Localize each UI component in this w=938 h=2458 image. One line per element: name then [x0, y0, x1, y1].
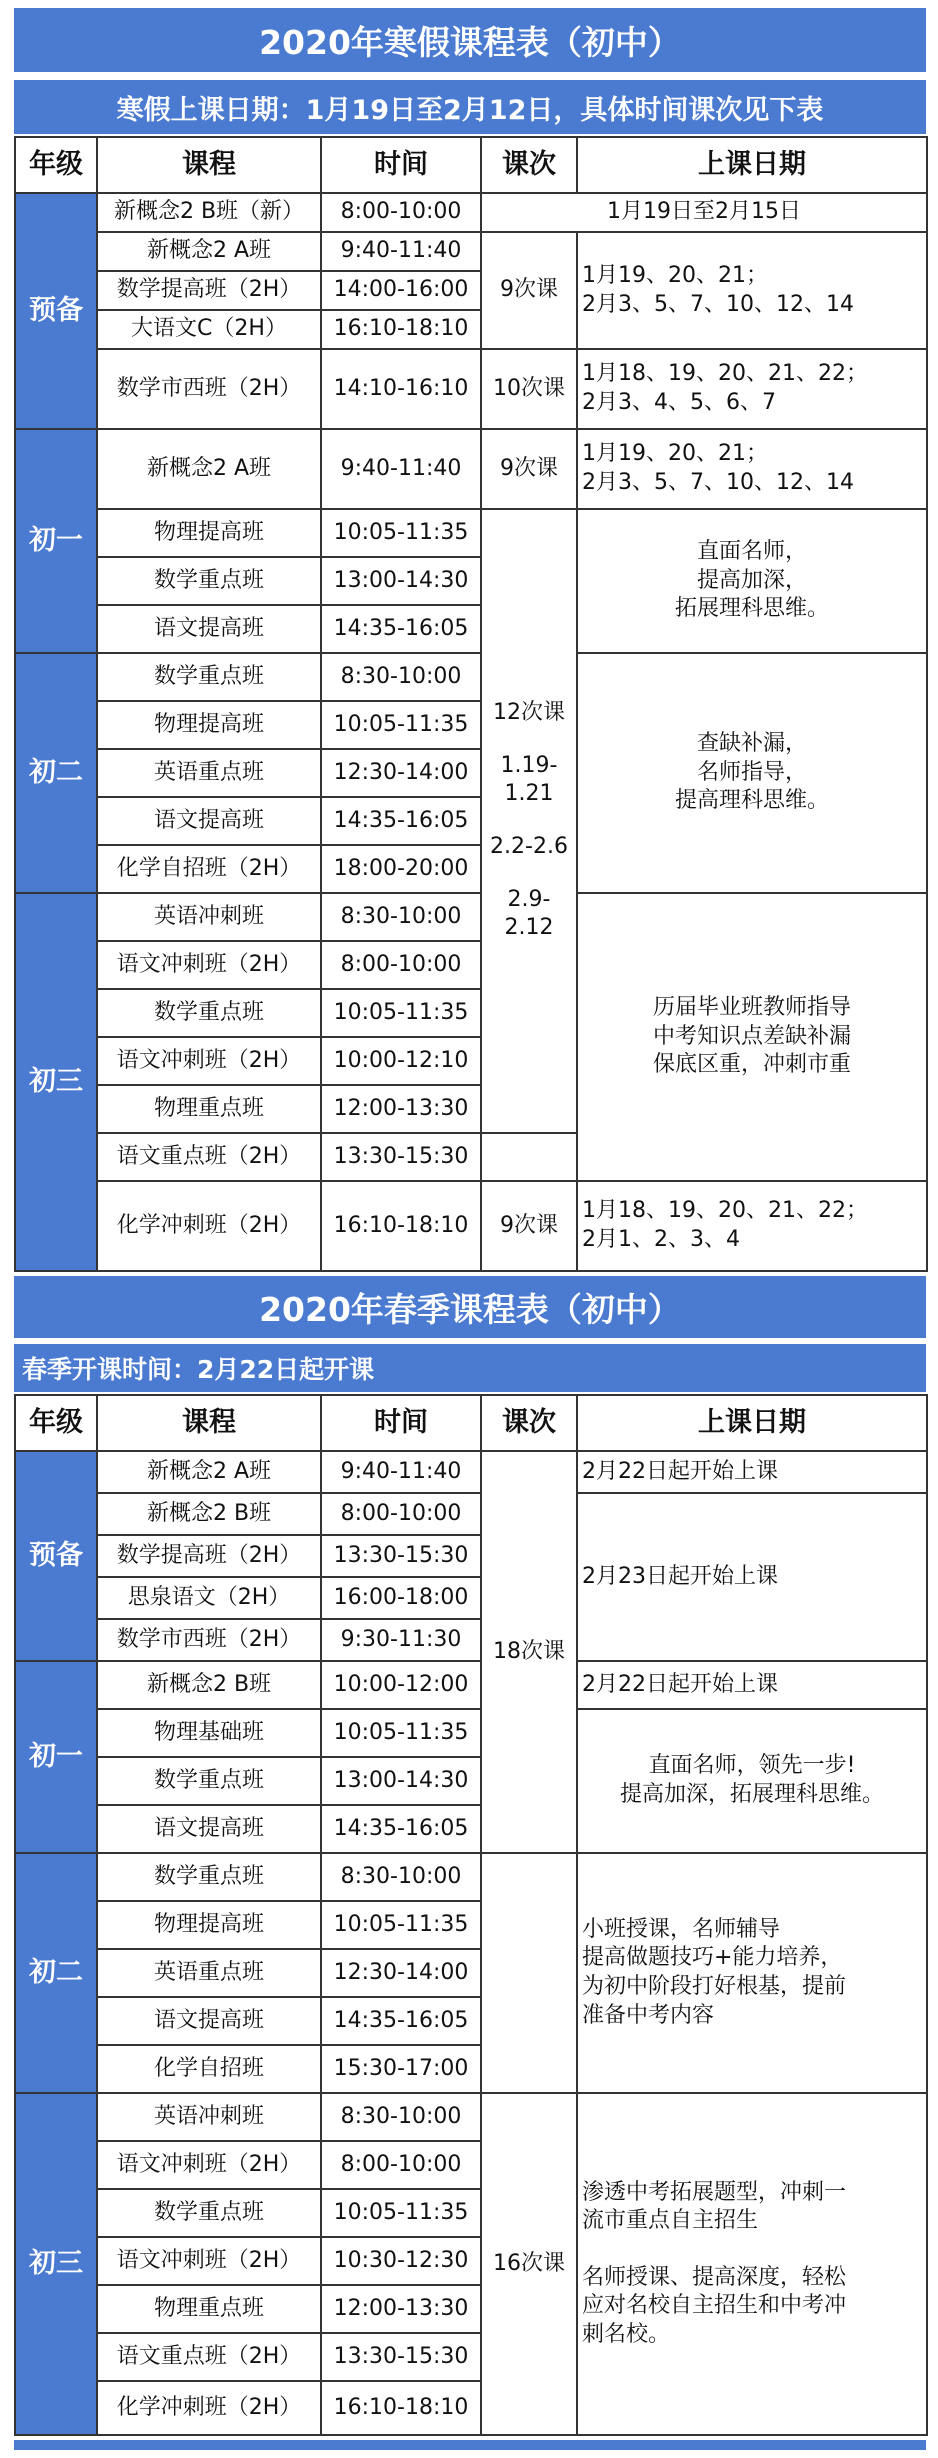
time-cell: 14:00-16:00 — [321, 271, 481, 310]
course-cell: 新概念2 B班（新） — [97, 193, 321, 232]
dates-cell: 2月22日起开始上课 — [577, 1451, 927, 1493]
time-cell: 8:30-10:00 — [321, 653, 481, 701]
time-cell: 13:00-14:30 — [321, 1757, 481, 1805]
winter-subtitle: 寒假上课日期：1月19日至2月12日，具体时间课次见下表 — [14, 80, 926, 134]
dates-cell — [577, 893, 927, 1181]
table-row — [15, 193, 927, 232]
course-cell: 英语重点班 — [97, 749, 321, 797]
course-cell: 大语文C（2H） — [97, 310, 321, 349]
dates-line: 2月3、5、7、10、12、14 — [582, 470, 854, 495]
table-row — [15, 232, 927, 271]
course-cell: 新概念2 A班 — [97, 1451, 321, 1493]
table-row — [15, 2093, 927, 2141]
time-cell: 13:30-15:30 — [321, 1133, 481, 1181]
dates-line: 提高理科思维。 — [674, 788, 829, 814]
dates-line: 保底区重，冲刺市重 — [652, 1052, 851, 1078]
grade-cell: 预备 — [15, 193, 97, 429]
course-cell: 数学提高班（2H） — [97, 1535, 321, 1577]
dates-line: 1月19、20、21； — [582, 262, 768, 288]
dates-line: 直面名师， — [696, 539, 807, 565]
course-cell: 新概念2 A班 — [97, 429, 321, 509]
bottom-bar — [14, 2440, 926, 2450]
table-row — [15, 893, 927, 941]
time-cell: 12:30-14:00 — [321, 749, 481, 797]
dates-line: 提高加深， — [696, 567, 807, 593]
time-cell: 12:00-13:30 — [321, 2285, 481, 2333]
time-cell: 10:05-11:35 — [321, 1901, 481, 1949]
dates-cell — [577, 232, 927, 349]
time-cell: 16:10-18:10 — [321, 2381, 481, 2435]
header-course: 课程 — [97, 137, 321, 193]
time-cell: 9:40-11:40 — [321, 232, 481, 271]
course-cell: 化学冲刺班（2H） — [97, 1181, 321, 1271]
course-cell: 语文提高班 — [97, 1805, 321, 1853]
time-cell: 8:00-10:00 — [321, 2141, 481, 2189]
dates-line: 刺名校。 — [582, 2321, 671, 2347]
sessions-line: 2.12 — [504, 915, 554, 941]
dates-line: 1月19、20、21； — [582, 441, 768, 467]
dates-line: 历届毕业班教师指导 — [652, 995, 851, 1021]
dates-line: 中考知识点差缺补漏 — [652, 1023, 851, 1049]
time-cell: 13:30-15:30 — [321, 2333, 481, 2381]
table-row — [15, 1493, 927, 1535]
course-cell: 物理提高班 — [97, 1901, 321, 1949]
time-cell: 16:00-18:00 — [321, 1577, 481, 1619]
header-course: 课程 — [97, 1395, 321, 1451]
table-row — [15, 1853, 927, 1901]
time-cell: 15:30-17:00 — [321, 2045, 481, 2093]
dates-line: 名师授课、提高深度，轻松 — [582, 2264, 847, 2290]
dates-line: 流市重点自主招生 — [582, 2208, 759, 2234]
course-cell: 英语冲刺班 — [97, 893, 321, 941]
course-cell: 物理提高班 — [97, 701, 321, 749]
time-cell: 10:30-12:30 — [321, 2237, 481, 2285]
time-cell: 12:00-13:30 — [321, 1085, 481, 1133]
time-cell: 14:35-16:05 — [321, 797, 481, 845]
time-cell: 9:40-11:40 — [321, 1451, 481, 1493]
dates-cell — [577, 349, 927, 429]
dates-cell — [577, 1181, 927, 1271]
sessions-cell: 9次课 — [481, 232, 577, 349]
dates-line: 准备中考内容 — [582, 2002, 715, 2028]
time-cell: 9:40-11:40 — [321, 429, 481, 509]
winter-header-row — [15, 137, 927, 193]
course-cell: 数学重点班 — [97, 1757, 321, 1805]
course-cell: 思泉语文（2H） — [97, 1577, 321, 1619]
dates-cell — [577, 2093, 927, 2435]
header-grade: 年级 — [15, 1395, 97, 1451]
course-cell: 化学冲刺班（2H） — [97, 2381, 321, 2435]
time-cell: 8:30-10:00 — [321, 2093, 481, 2141]
course-cell: 物理基础班 — [97, 1709, 321, 1757]
time-cell: 8:00-10:00 — [321, 941, 481, 989]
time-cell: 13:00-14:30 — [321, 557, 481, 605]
dates-cell: 2月22日起开始上课 — [577, 1661, 927, 1709]
header-dates: 上课日期 — [577, 1395, 927, 1451]
course-cell: 新概念2 B班 — [97, 1493, 321, 1535]
dates-line: 1月18、19、20、21、22； — [582, 1198, 868, 1224]
dates-line: 小班授课，名师辅导 — [582, 1916, 781, 1942]
dates-cell — [577, 1709, 927, 1853]
course-cell: 数学重点班 — [97, 989, 321, 1037]
course-cell: 新概念2 A班 — [97, 232, 321, 271]
dates-cell — [577, 1853, 927, 2093]
sessions-cell: 9次课 — [481, 1181, 577, 1271]
course-cell: 语文冲刺班（2H） — [97, 2237, 321, 2285]
course-cell: 语文冲刺班（2H） — [97, 941, 321, 989]
dates-line: 名师指导， — [696, 759, 807, 785]
dates-line: 查缺补漏， — [696, 731, 807, 757]
time-cell: 10:00-12:00 — [321, 1661, 481, 1709]
time-cell: 9:30-11:30 — [321, 1619, 481, 1661]
course-cell: 数学重点班 — [97, 1853, 321, 1901]
sessions-line: 12次课 — [493, 700, 565, 726]
course-cell: 新概念2 B班 — [97, 1661, 321, 1709]
dates-line: 2月3、4、5、6、7 — [582, 390, 776, 415]
time-cell: 10:05-11:35 — [321, 701, 481, 749]
dates-line: 渗透中考拓展题型，冲刺一 — [582, 2179, 847, 2205]
course-cell: 语文提高班 — [97, 605, 321, 653]
grade-cell: 初三 — [15, 893, 97, 1271]
dates-line: 提高做题技巧+能力培养， — [582, 1945, 843, 1971]
time-cell: 14:10-16:10 — [321, 349, 481, 429]
course-cell: 数学市西班（2H） — [97, 1619, 321, 1661]
grade-cell: 初一 — [15, 1661, 97, 1853]
course-cell: 化学自招班 — [97, 2045, 321, 2093]
dates-cell — [577, 653, 927, 893]
winter-title: 2020年寒假课程表（初中） — [14, 8, 926, 72]
dates-cell — [577, 429, 927, 509]
dates-cell: 1月19日至2月15日 — [481, 193, 927, 232]
sessions-cell — [481, 1853, 577, 2093]
header-grade: 年级 — [15, 137, 97, 193]
course-cell: 数学提高班（2H） — [97, 271, 321, 310]
table-row — [15, 1451, 927, 1493]
header-time: 时间 — [321, 137, 481, 193]
time-cell: 10:05-11:35 — [321, 989, 481, 1037]
time-cell: 13:30-15:30 — [321, 1535, 481, 1577]
course-cell: 语文重点班（2H） — [97, 2333, 321, 2381]
dates-line: 提高加深，拓展理科思维。 — [619, 1782, 884, 1807]
spring-schedule-table — [14, 1394, 928, 2436]
course-cell: 语文冲刺班（2H） — [97, 1037, 321, 1085]
course-cell: 化学自招班（2H） — [97, 845, 321, 893]
dates-line: 为初中阶段打好根基，提前 — [582, 1974, 847, 1999]
time-cell: 16:10-18:10 — [321, 310, 481, 349]
course-cell: 语文冲刺班（2H） — [97, 2141, 321, 2189]
winter-schedule-table — [14, 136, 928, 1272]
sessions-cell: 18次课 — [481, 1451, 577, 1853]
dates-cell: 2月23日起开始上课 — [577, 1493, 927, 1661]
course-cell: 数学市西班（2H） — [97, 349, 321, 429]
header-sessions: 课次 — [481, 1395, 577, 1451]
time-cell: 8:00-10:00 — [321, 193, 481, 232]
table-row — [15, 1709, 927, 1757]
sessions-line: 2.2-2.6 — [490, 834, 568, 859]
dates-line: 1月18、19、20、21、22； — [582, 361, 868, 387]
course-cell: 英语重点班 — [97, 1949, 321, 1997]
time-cell: 10:05-11:35 — [321, 2189, 481, 2237]
dates-line: 2月3、5、7、10、12、14 — [582, 291, 854, 317]
header-dates: 上课日期 — [577, 137, 927, 193]
sessions-cell — [481, 509, 577, 1133]
time-cell: 14:35-16:05 — [321, 605, 481, 653]
course-cell: 数学重点班 — [97, 557, 321, 605]
course-cell: 物理重点班 — [97, 1085, 321, 1133]
time-cell: 8:30-10:00 — [321, 1853, 481, 1901]
dates-line: 直面名师，领先一步! — [648, 1753, 856, 1779]
dates-cell — [577, 509, 927, 653]
time-cell: 8:30-10:00 — [321, 893, 481, 941]
grade-cell: 初二 — [15, 653, 97, 893]
sessions-cell: 9次课 — [481, 429, 577, 509]
table-row — [15, 429, 927, 509]
table-row — [15, 653, 927, 701]
dates-line: 2月1、2、3、4 — [582, 1227, 740, 1252]
grade-cell: 初一 — [15, 429, 97, 653]
course-cell: 英语冲刺班 — [97, 2093, 321, 2141]
sessions-cell: 16次课 — [481, 2093, 577, 2435]
sessions-line: 1.21 — [504, 781, 554, 807]
course-cell: 语文提高班 — [97, 1997, 321, 2045]
course-cell: 数学重点班 — [97, 2189, 321, 2237]
time-cell: 8:00-10:00 — [321, 1493, 481, 1535]
dates-line: 拓展理科思维。 — [674, 596, 829, 622]
time-cell: 12:30-14:00 — [321, 1949, 481, 1997]
spring-header-row — [15, 1395, 927, 1451]
time-cell: 10:00-12:10 — [321, 1037, 481, 1085]
grade-cell: 初三 — [15, 2093, 97, 2435]
header-time: 时间 — [321, 1395, 481, 1451]
time-cell: 18:00-20:00 — [321, 845, 481, 893]
table-row — [15, 349, 927, 429]
grade-cell: 预备 — [15, 1451, 97, 1661]
time-cell: 14:35-16:05 — [321, 1805, 481, 1853]
spring-subtitle: 春季开课时间：2月22日起开课 — [14, 1344, 926, 1392]
grade-cell: 初二 — [15, 1853, 97, 2093]
time-cell: 10:05-11:35 — [321, 509, 481, 557]
table-row — [15, 1661, 927, 1709]
time-cell: 10:05-11:35 — [321, 1709, 481, 1757]
time-cell: 16:10-18:10 — [321, 1181, 481, 1271]
spring-title: 2020年春季课程表（初中） — [14, 1276, 926, 1338]
dates-line: 应对名校自主招生和中考冲 — [582, 2293, 847, 2319]
table-row — [15, 509, 927, 557]
time-cell: 14:35-16:05 — [321, 1997, 481, 2045]
course-cell: 数学重点班 — [97, 653, 321, 701]
course-cell: 物理重点班 — [97, 2285, 321, 2333]
header-sessions: 课次 — [481, 137, 577, 193]
table-row — [15, 1181, 927, 1271]
sessions-line: 1.19- — [500, 752, 558, 778]
sessions-cell: 10次课 — [481, 349, 577, 429]
course-cell: 语文重点班（2H） — [97, 1133, 321, 1181]
sessions-line: 2.9- — [507, 886, 551, 912]
course-cell: 物理提高班 — [97, 509, 321, 557]
course-cell: 语文提高班 — [97, 797, 321, 845]
